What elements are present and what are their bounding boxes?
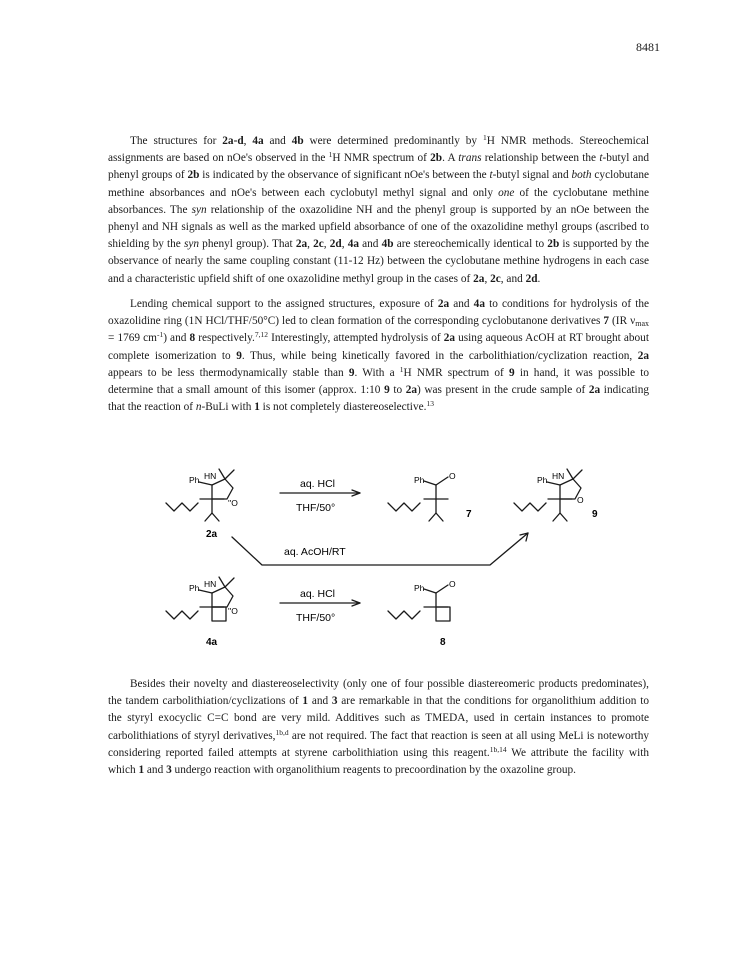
arrow-reaction-2	[232, 533, 528, 565]
compound-label-8: 8	[440, 637, 446, 648]
label-ph-4a: Ph	[189, 583, 200, 593]
compound-label-9: 9	[592, 509, 598, 520]
condition-1-solvent: THF/50°	[296, 502, 336, 514]
paragraph-1-text: The structures for 2a-d, 4a and 4b were determined predominantly by $^1$H NMR methods. Stereochemical assignments are based on nOe's observed in the $^1$H NMR spectrum of 2b. A trans relationship between the t-butyl and phenyl groups of 2b is indicated by the observance of significant nOe's between the t-butyl signal and both cyclobutane methine absorbances and nOe's between each cyclobutyl methyl signal and only one of the cyclobutane methine absorbances. The syn relationship of the oxazolidine NH and the phenyl group is supported by an nOe between the phenyl and NH signals as well as the marked upfield absorbance of one of the oxazolidine methyl groups (ascribed to shielding by the syn phenyl group). That 2a, 2c, 2d, 4a and 4b are stereochemically identical to 2b is supported by the observance of nearly the same coupling constant (11-12 Hz) between the cyclobutane methine hydrogens in each case and a characteristic upfield shift of one oxazolidine methyl group in the cases of 2a, 2c, and 2d.	[108, 133, 650, 285]
label-o-4a: ''O	[228, 606, 238, 616]
reaction-scheme	[0, 455, 740, 655]
condition-2: aq. AcOH/RT	[284, 546, 346, 558]
label-o-2a: ''O	[228, 498, 238, 508]
label-hn-2a: HN	[204, 471, 217, 481]
label-o-7: O	[449, 471, 456, 481]
condition-1-reagent: aq. HCl	[300, 478, 336, 490]
label-hn-4a: HN	[204, 579, 217, 589]
label-ph-8: Ph	[414, 583, 425, 593]
paragraph-discussion	[108, 676, 649, 779]
structure-2a	[166, 469, 234, 521]
compound-label-2a: 2a	[206, 529, 218, 540]
paragraph-structures	[108, 133, 649, 288]
paragraph-hydrolysis	[108, 296, 649, 416]
condition-3-reagent: aq. HCl	[300, 588, 336, 600]
condition-3-solvent: THF/50°	[296, 612, 336, 624]
page-number: 8481	[636, 40, 660, 54]
structure-9	[514, 469, 582, 521]
compound-label-7: 7	[466, 509, 472, 520]
structure-4a	[166, 577, 234, 621]
label-o-9: O	[577, 495, 584, 505]
paragraph-2-text: Lending chemical support to the assigned structures, exposure of 2a and 4a to conditions for hydrolysis of the oxazolidine ring (1N HCl/THF/50°C) led to clean formation of the corresponding cyclobutanone derivatives 7 (IR $\nu_{max} = 1769$ $cm^{-1}$) and 8 respectively.$^{7,12}$ Interestingly, attempted hydrolysis of 2a using aqueous AcOH at RT brought about complete isomerization to 9. Thus, while being kinetically favored in the carbolithiation/cyclization reaction, 2a appears to be less thermodynamically stable than 9. With a $^1$H NMR spectrum of 9 in hand, it was possible to determine that a small amount of this isomer (approx. 1:10 9 to 2a) was present in the crude sample of 2a indicating that the reaction of n-BuLi with 1 is not completely diastereoselective.$^{13}$	[108, 298, 649, 414]
compound-label-4a: 4a	[206, 637, 218, 648]
label-ph-9: Ph	[537, 475, 548, 485]
label-o-8: O	[449, 579, 456, 589]
paragraph-3-text: Besides their novelty and diastereoselectivity (only one of four possible diastereomeric products predominates), the tandem carbolithiation/cyclizations of 1 and 3 are remarkable in that the conditions for organolithium addition to the styryl exocyclic C=C bond are very mild. Additives such as TMEDA, used in certain instances to promote carbolithiations of styryl derivatives,$^{1b,d}$ are not required. The fact that reaction is seen at all using MeLi is noteworthy considering reported failed attempts at styrene carbolithiation using this reagent.$^{1b,14}$ We attribute the facility with which 1 and 3 undergo reaction with organolithium reagents to precoordination by the oxazoline group.	[108, 678, 649, 777]
label-hn-9: HN	[552, 471, 565, 481]
label-ph-2a: Ph	[189, 475, 200, 485]
label-ph-7: Ph	[414, 475, 425, 485]
